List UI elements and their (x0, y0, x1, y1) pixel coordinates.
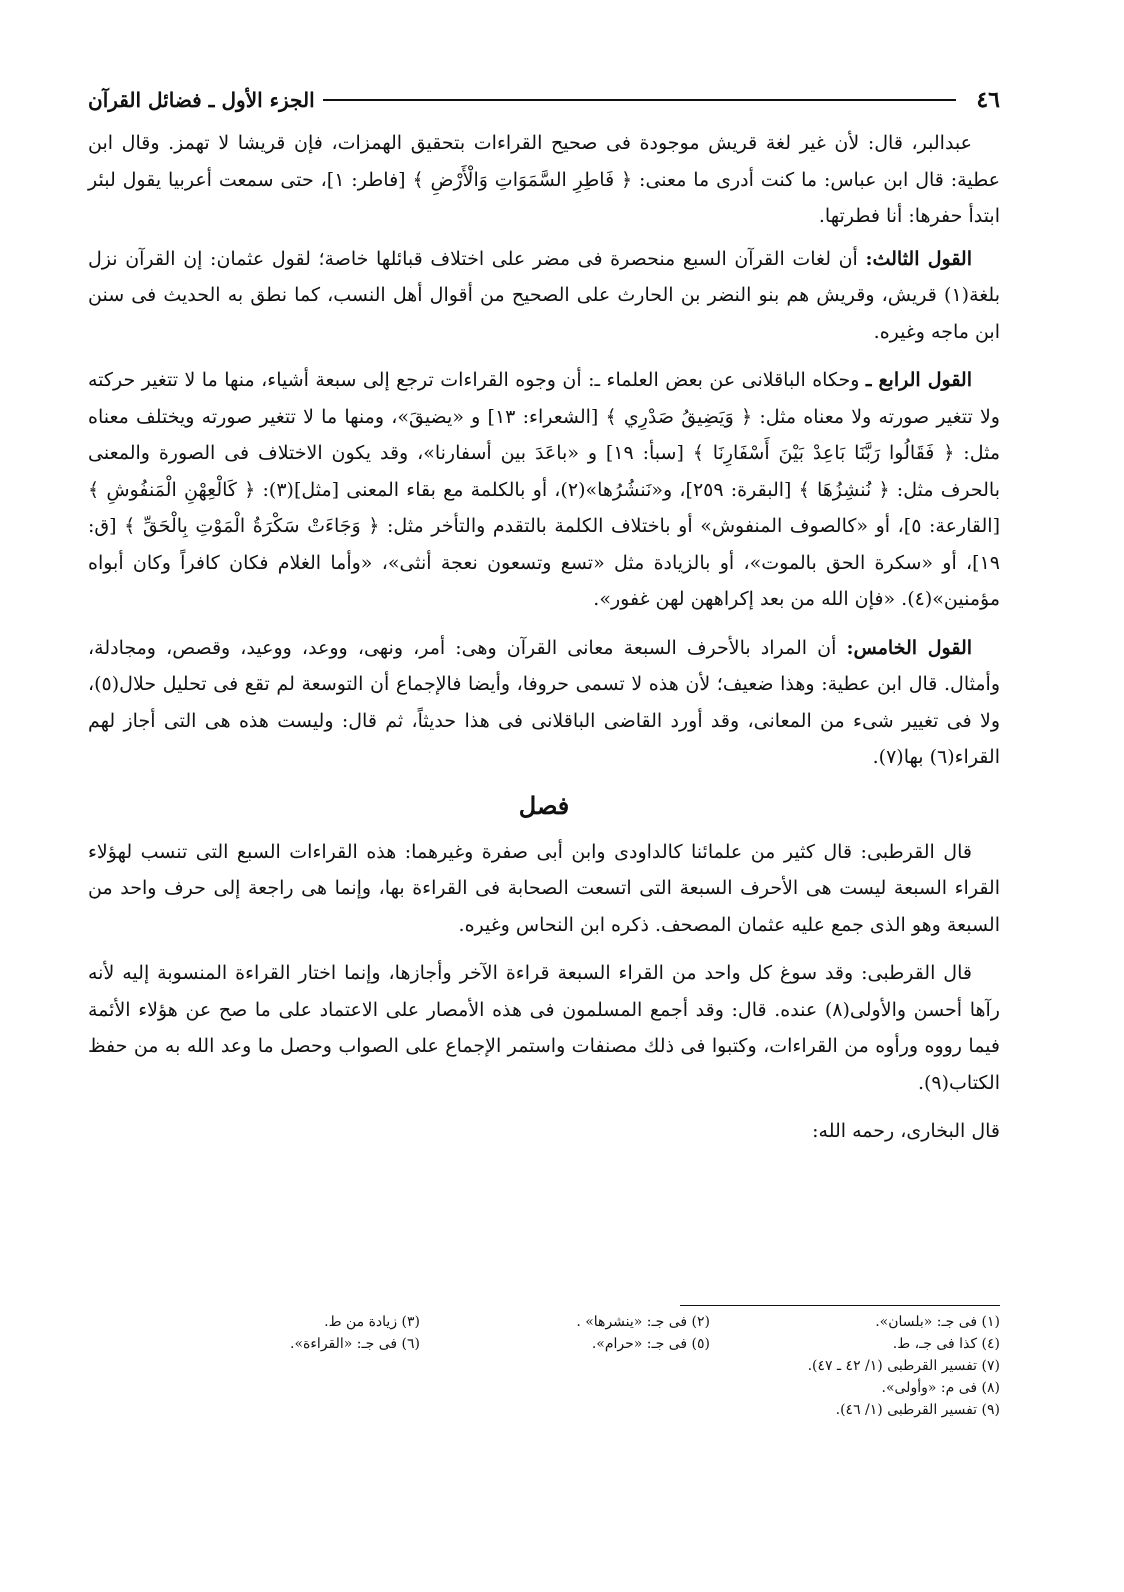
section-paragraph: قال القرطبى: وقد سوغ كل واحد من القراء السبعة قراءة الآخر وأجازها، وإنما اختار القراءة المنسوبة إليه لأنه رآها أحسن والأولى(٨) عنده. قال: وقد أجمع المسلمون فى هذه الأمصار على الاعتماد على ما صح عن هؤلاء الأئمة فيما رووه ورأوه من القراءات، وكتبوا فى ذلك مصنفات واستمر الإجماع على الصواب وحصل ما وعد الله به من حفظ الكتاب(٩). (88, 962, 1000, 1094)
paragraph-text: عبدالبر، قال: لأن غير لغة قريش موجودة فى صحيح القراءات بتحقيق الهمزات، فإن قريشا لا تهمز. وقال ابن عطية: قال ابن عباس: ما كنت أدرى ما معنى: ﴿ فَاطِرِ السَّمَوَاتِ وَالْأَرْضِ ﴾ [فاطر: ١]، حتى سمعت أعربيا يقول لبئر ابتدأ حفرها: أنا فطرتها. (88, 132, 1001, 227)
section-paragraph: قال القرطبى: قال كثير من علمائنا كالداودى وابن أبى صفرة وغيرهما: هذه القراءات السبع التى تنسب لهؤلاء القراء السبعة ليست هى الأحرف السبعة التى اتسعت الصحابة فى القراءة بها، وإنما هى راجعة إلى حرف واحد من السبعة وهو الذى جمع عليه عثمان المصحف. ذكره ابن النحاس وغيره. (88, 840, 1000, 936)
footnote: (٧) تفسير القرطبى (١/ ٤٢ ـ ٤٧). (807, 1358, 1000, 1374)
footnotes (120, 1311, 1000, 1421)
paragraph-text: أن لغات القرآن السبع منحصرة فى مضر على اختلاف قبائلها خاصة؛ لقول عثمان: إن القرآن نزل بلغة(١) قريش، وقريش هم بنو النضر بن الحارث على الصحيح من أقوال أهل النسب، كما نطق به الحديث فى سنن ابن ماجه وغيره. (88, 247, 1000, 343)
footnote-row (120, 1399, 1000, 1421)
section-title: فصل (518, 790, 570, 820)
footnote: (٣) زيادة من ط. (324, 1314, 420, 1330)
page-number: ٤٦ (976, 87, 1000, 113)
paragraph-text: وحكاه الباقلانى عن بعض العلماء ـ: أن وجوه القراءات ترجع إلى سبعة أشياء، منها ما لا تتغير حركته ولا تتغير صورته ولا معناه مثل: ﴿ وَيَضِيقُ صَدْرِي ﴾ [الشعراء: ١٣] و «يضيقَ»، ومنها ما لا تتغير صورته ويختلف معناه مثل: ﴿ فَقَالُوا رَبَّنَا بَاعِدْ بَيْنَ أَسْفَارِنَا ﴾ [سبأ: ١٩] و «باعَدَ بين أسفارنا»، وقد يكون الاختلاف فى الصورة والمعنى بالحرف مثل: ﴿ نُنشِزُهَا ﴾ [البقرة: ٢٥٩]، و«نَنشُرُها»(٢)، أو بالكلمة مع بقاء المعنى [مثل](٣): ﴿ كَالْعِهْنِ الْمَنفُوشِ ﴾ [القارعة: ٥]، أو «كالصوف المنفوش» أو باختلاف الكلمة بالتقدم والتأخر مثل: ﴿ وَجَاءَتْ سَكْرَةُ الْمَوْتِ بِالْحَقِّ ﴾ [ق: ١٩]، أو «سكرة الحق بالموت»، أو بالزيادة مثل «تسع وتسعون نعجة أنثى»، «وأما الغلام فكان كافراً وكان أبواه مؤمنين»(٤). «فإن الله من بعد إكراههن لهن غفور». (88, 369, 1001, 610)
footnote-row (120, 1355, 1000, 1377)
running-title: الجزء الأول ـ فضائل القرآن (88, 88, 315, 112)
footnote: (٢) فى جـ: «ينشرها» . (576, 1314, 710, 1330)
header-rule (323, 99, 957, 101)
paragraph-lead: القول الخامس: (846, 636, 973, 659)
footnote-row (120, 1377, 1000, 1399)
footnote: (١) فى جـ: «بلسان». (875, 1314, 1000, 1330)
main-text (88, 125, 1000, 1162)
footnote: (٩) تفسير القرطبى (١/ ٤٦). (835, 1402, 1000, 1418)
footnote: (٨) فى م: «وأولى». (881, 1380, 1000, 1396)
footnote-rule (680, 1305, 1000, 1306)
paragraph-text: أن المراد بالأحرف السبعة معانى القرآن وهى: أمر، ونهى، ووعد، ووعيد، وقصص، ومجادلة، وأمثال. قال ابن عطية: وهذا ضعيف؛ لأن هذه لا تسمى حروفا، وأيضا فالإجماع أن التوسعة لم تقع فى تحليل حلال(٥)، ولا فى تغيير شىء من المعانى، وقد أورد القاضى الباقلانى فى هذا حديثاً، ثم قال: وليست هذه هى التى أجاز لهم القراء(٦) بها(٧). (88, 636, 1000, 768)
closing-line: قال البخارى، رحمه الله: (812, 1120, 1000, 1142)
paragraph-lead: القول الثالث: (865, 247, 972, 270)
paragraph-lead: القول الرابع ـ (865, 369, 972, 391)
footnote: (٥) فى جـ: «حرام». (591, 1336, 710, 1352)
running-head (88, 82, 1000, 118)
paragraph-third-opinion (88, 241, 1000, 351)
paragraph-fifth-opinion (88, 630, 1000, 776)
paragraph-continuation (88, 125, 1000, 235)
footnote-row (120, 1311, 1000, 1333)
footnote-row (120, 1333, 1000, 1355)
paragraph-fourth-opinion (88, 362, 1000, 618)
footnote: (٦) فى جـ: «القراءة». (290, 1336, 420, 1352)
footnote: (٤) كذا فى جـ، ط. (892, 1336, 1000, 1352)
